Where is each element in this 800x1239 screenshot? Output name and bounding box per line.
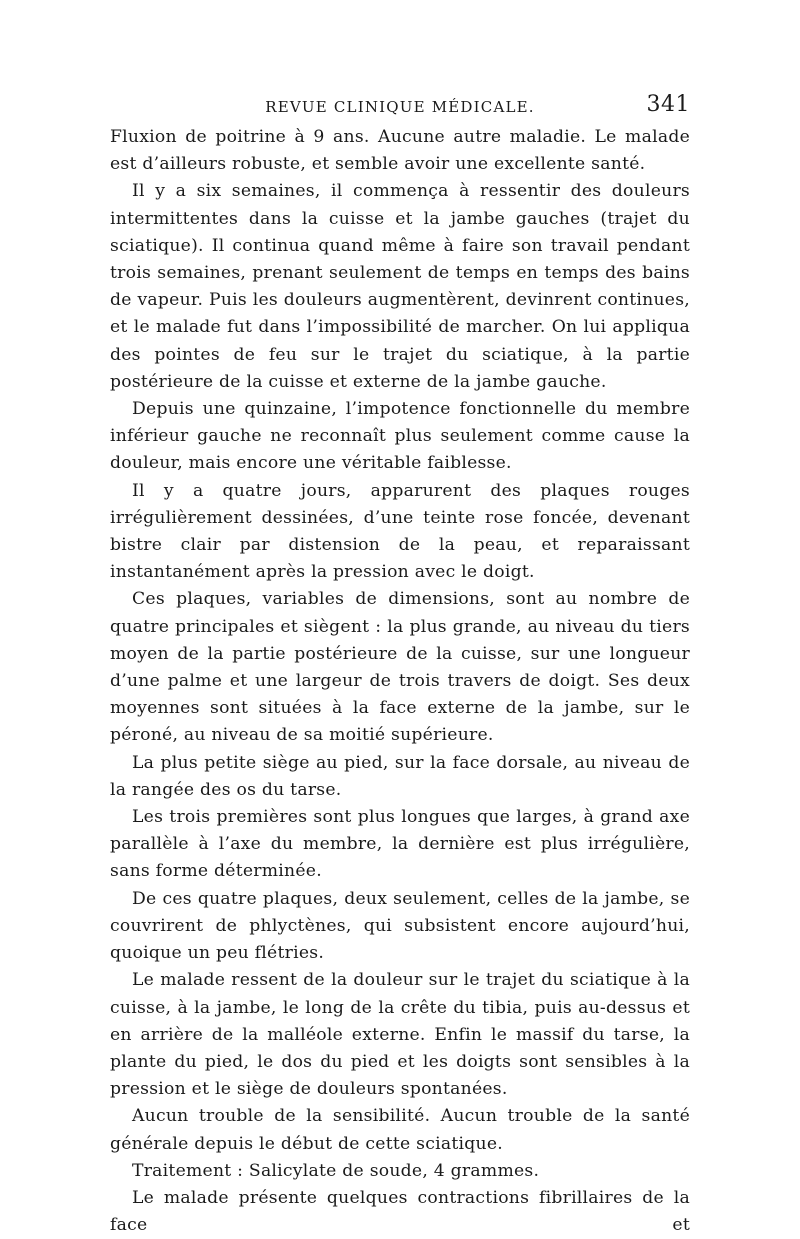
- paragraph: Il y a six semaines, il commença à ressentir des douleurs intermittentes dans la cuisse et la jambe gauches (trajet du sciatique). Il continua quand même à faire son travail pendant trois semaines, prenant seulement de temps en temps des bains de vapeur. Puis les douleurs augmentèrent, devinrent continues, et le malade fut dans l’impossibilité de marcher. On lui appliqua des pointes de feu sur le trajet du sciatique, à la partie postérieure de la cuisse et externe de la jambe gauche.: [110, 181, 690, 392]
- body-text: [110, 124, 690, 1239]
- paragraph: Le malade présente quelques contractions fibrillaires de la face et: [110, 1187, 690, 1236]
- page-number: 341: [646, 92, 690, 117]
- paragraph: Les trois premières sont plus longues que larges, à grand axe parallèle à l’axe du membre, la dernière est plus irrégulière, sans forme déterminée.: [110, 807, 690, 882]
- paragraph: Depuis une quinzaine, l’impotence fonctionnelle du membre inférieur gauche ne reconnaît plus seulement comme cause la douleur, mais encore une véritable faiblesse.: [110, 399, 690, 474]
- running-title: REVUE CLINIQUE MÉDICALE.: [265, 98, 535, 116]
- paragraph: Ces plaques, variables de dimensions, sont au nombre de quatre principales et siègent : la plus grande, au niveau du tiers moyen de la partie postérieure de la cuisse, sur une longueur d’une palme et une largeur de trois travers de doigt. Ses deux moyennes sont situées à la face externe de la jambe, sur le péroné, au niveau de sa moitié supérieure.: [110, 589, 690, 746]
- paragraph: Fluxion de poitrine à 9 ans. Aucune autre maladie. Le malade est d’ailleurs robuste, et semble avoir une excellente santé.: [110, 127, 690, 175]
- paragraph: De ces quatre plaques, deux seulement, celles de la jambe, se couvrirent de phlyctènes, qui subsistent encore aujourd’hui, quoique un peu flétries.: [110, 888, 690, 964]
- paragraph: La plus petite siège au pied, sur la face dorsale, au niveau de la rangée des os du tarse.: [110, 752, 690, 800]
- paragraph: Traitement : Salicylate de soude, 4 grammes.: [132, 1160, 540, 1181]
- running-header: [110, 92, 690, 118]
- book-page: [110, 92, 690, 1239]
- paragraph: Aucun trouble de la sensibilité. Aucun trouble de la santé générale depuis le début de cette sciatique.: [110, 1106, 690, 1154]
- paragraph: Le malade ressent de la douleur sur le trajet du sciatique à la cuisse, à la jambe, le long de la crête du tibia, puis au-dessus et en arrière de la malléole externe. Enfin le massif du tarse, la plante du pied, le dos du pied et les doigts sont sensibles à la pression et le siège de douleurs spontanées.: [110, 970, 690, 1100]
- paragraph: Il y a quatre jours, apparurent des plaques rouges irrégulièrement dessinées, d’une teinte rose foncée, devenant bistre clair par distension de la peau, et reparaissant instantanément après la pression avec le doigt.: [110, 480, 690, 583]
